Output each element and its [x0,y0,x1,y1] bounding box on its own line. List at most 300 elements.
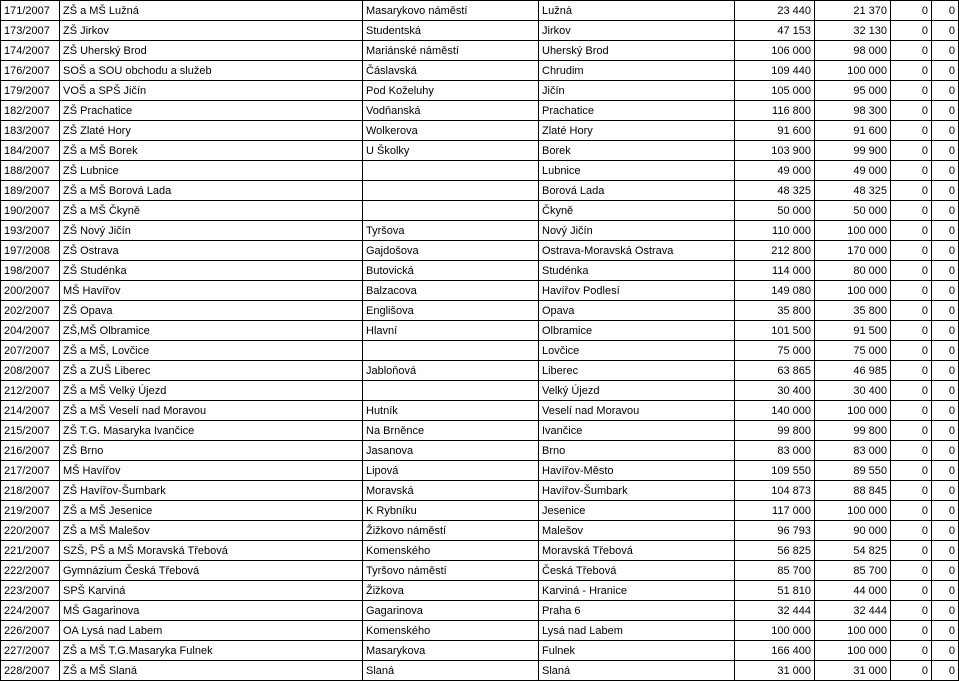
cell-street: Komenského [363,621,539,641]
cell-granted-amount: 32 130 [815,21,891,41]
cell-street: Masarykovo náměstí [363,1,539,21]
table-row [1,461,959,481]
cell-value-a: 0 [891,301,932,321]
cell-value-a: 0 [891,361,932,381]
cell-street: Lipová [363,461,539,481]
cell-school-name: ZŠ Studénka [60,261,363,281]
cell-reference-number: 193/2007 [1,221,60,241]
cell-school-name: ZŠ a MŠ Lužná [60,1,363,21]
cell-value-a: 0 [891,441,932,461]
cell-value-b: 0 [932,101,959,121]
cell-requested-amount: 109 440 [735,61,815,81]
cell-granted-amount: 30 400 [815,381,891,401]
cell-school-name: ZŠ a MŠ Slaná [60,661,363,681]
cell-granted-amount: 46 985 [815,361,891,381]
cell-town: Čkyně [539,201,735,221]
table-row [1,401,959,421]
cell-school-name: ZŠ a MŠ Čkyně [60,201,363,221]
table-row [1,101,959,121]
cell-requested-amount: 100 000 [735,621,815,641]
cell-value-b: 0 [932,241,959,261]
table-row [1,1,959,21]
cell-school-name: ZŠ Jirkov [60,21,363,41]
cell-town: Veselí nad Moravou [539,401,735,421]
cell-street: Žižkova [363,581,539,601]
cell-reference-number: 176/2007 [1,61,60,81]
cell-school-name: SZŠ, PŠ a MŠ Moravská Třebová [60,541,363,561]
cell-town: Borová Lada [539,181,735,201]
cell-school-name: ZŠ Ostrava [60,241,363,261]
table-row [1,661,959,681]
cell-value-b: 0 [932,61,959,81]
cell-street: Gagarinova [363,601,539,621]
cell-reference-number: 202/2007 [1,301,60,321]
table-row [1,441,959,461]
cell-town: Jičín [539,81,735,101]
cell-value-a: 0 [891,581,932,601]
cell-town: Moravská Třebová [539,541,735,561]
cell-school-name: ZŠ Uherský Brod [60,41,363,61]
cell-granted-amount: 100 000 [815,61,891,81]
cell-school-name: ZŠ Prachatice [60,101,363,121]
cell-value-a: 0 [891,481,932,501]
cell-value-b: 0 [932,341,959,361]
cell-reference-number: 190/2007 [1,201,60,221]
cell-reference-number: 183/2007 [1,121,60,141]
cell-granted-amount: 98 300 [815,101,891,121]
cell-requested-amount: 32 444 [735,601,815,621]
cell-town: Velký Újezd [539,381,735,401]
cell-value-b: 0 [932,561,959,581]
cell-granted-amount: 100 000 [815,401,891,421]
cell-town: Borek [539,141,735,161]
cell-requested-amount: 56 825 [735,541,815,561]
cell-town: Havířov Podlesí [539,281,735,301]
cell-reference-number: 171/2007 [1,1,60,21]
cell-requested-amount: 116 800 [735,101,815,121]
cell-town: Uherský Brod [539,41,735,61]
cell-town: Liberec [539,361,735,381]
cell-town: Ostrava-Moravská Ostrava [539,241,735,261]
cell-reference-number: 198/2007 [1,261,60,281]
cell-value-a: 0 [891,241,932,261]
cell-town: Zlaté Hory [539,121,735,141]
cell-reference-number: 228/2007 [1,661,60,681]
cell-town: Havířov-Šumbark [539,481,735,501]
table-row [1,561,959,581]
cell-requested-amount: 47 153 [735,21,815,41]
cell-reference-number: 220/2007 [1,521,60,541]
cell-requested-amount: 109 550 [735,461,815,481]
cell-school-name: ZŠ a MŠ, Lovčice [60,341,363,361]
cell-reference-number: 216/2007 [1,441,60,461]
cell-value-b: 0 [932,461,959,481]
cell-reference-number: 221/2007 [1,541,60,561]
cell-reference-number: 173/2007 [1,21,60,41]
cell-value-b: 0 [932,1,959,21]
table-row [1,21,959,41]
cell-granted-amount: 48 325 [815,181,891,201]
cell-town: Studénka [539,261,735,281]
cell-requested-amount: 85 700 [735,561,815,581]
cell-value-a: 0 [891,641,932,661]
cell-value-a: 0 [891,661,932,681]
cell-requested-amount: 149 080 [735,281,815,301]
cell-street: Studentská [363,21,539,41]
cell-value-b: 0 [932,261,959,281]
cell-street: Balzacova [363,281,539,301]
cell-requested-amount: 49 000 [735,161,815,181]
cell-granted-amount: 91 600 [815,121,891,141]
cell-granted-amount: 21 370 [815,1,891,21]
cell-value-b: 0 [932,81,959,101]
cell-granted-amount: 99 800 [815,421,891,441]
cell-town: Lubnice [539,161,735,181]
cell-reference-number: 200/2007 [1,281,60,301]
cell-school-name: MŠ Havířov [60,461,363,481]
table-row [1,381,959,401]
cell-requested-amount: 83 000 [735,441,815,461]
cell-school-name: ZŠ a MŠ Borová Lada [60,181,363,201]
table-row [1,41,959,61]
cell-reference-number: 212/2007 [1,381,60,401]
cell-value-a: 0 [891,61,932,81]
cell-value-b: 0 [932,221,959,241]
cell-value-b: 0 [932,601,959,621]
cell-granted-amount: 95 000 [815,81,891,101]
cell-value-a: 0 [891,341,932,361]
cell-requested-amount: 50 000 [735,201,815,221]
cell-school-name: ZŠ Lubnice [60,161,363,181]
cell-value-b: 0 [932,401,959,421]
table-row [1,581,959,601]
cell-granted-amount: 83 000 [815,441,891,461]
cell-granted-amount: 100 000 [815,621,891,641]
cell-street: Hutník [363,401,539,421]
cell-town: Česká Třebová [539,561,735,581]
cell-reference-number: 208/2007 [1,361,60,381]
cell-granted-amount: 90 000 [815,521,891,541]
cell-value-a: 0 [891,461,932,481]
cell-reference-number: 222/2007 [1,561,60,581]
cell-reference-number: 217/2007 [1,461,60,481]
table-row [1,481,959,501]
cell-value-a: 0 [891,181,932,201]
table-row [1,521,959,541]
cell-school-name: OA Lysá nad Labem [60,621,363,641]
cell-value-b: 0 [932,521,959,541]
cell-value-a: 0 [891,401,932,421]
cell-street: Žižkovo náměstí [363,521,539,541]
cell-town: Jesenice [539,501,735,521]
cell-value-a: 0 [891,81,932,101]
cell-requested-amount: 75 000 [735,341,815,361]
cell-value-a: 0 [891,141,932,161]
cell-requested-amount: 30 400 [735,381,815,401]
cell-reference-number: 189/2007 [1,181,60,201]
cell-reference-number: 182/2007 [1,101,60,121]
table-body [1,1,959,681]
cell-reference-number: 224/2007 [1,601,60,621]
table-row [1,621,959,641]
cell-value-a: 0 [891,281,932,301]
cell-granted-amount: 35 800 [815,301,891,321]
table-row [1,361,959,381]
cell-granted-amount: 44 000 [815,581,891,601]
cell-requested-amount: 35 800 [735,301,815,321]
cell-value-a: 0 [891,521,932,541]
cell-granted-amount: 31 000 [815,661,891,681]
cell-requested-amount: 91 600 [735,121,815,141]
table-row [1,121,959,141]
cell-street: Pod Koželuhy [363,81,539,101]
cell-town: Chrudim [539,61,735,81]
cell-value-a: 0 [891,221,932,241]
cell-granted-amount: 50 000 [815,201,891,221]
cell-granted-amount: 89 550 [815,461,891,481]
table-row [1,61,959,81]
table-row [1,221,959,241]
cell-granted-amount: 49 000 [815,161,891,181]
cell-value-b: 0 [932,281,959,301]
cell-town: Karviná - Hranice [539,581,735,601]
cell-granted-amount: 170 000 [815,241,891,261]
cell-granted-amount: 98 000 [815,41,891,61]
table-row [1,341,959,361]
cell-street: Gajdošova [363,241,539,261]
cell-street: Vodňanská [363,101,539,121]
cell-requested-amount: 101 500 [735,321,815,341]
cell-value-a: 0 [891,101,932,121]
cell-granted-amount: 75 000 [815,341,891,361]
cell-town: Opava [539,301,735,321]
table-row [1,81,959,101]
cell-town: Jirkov [539,21,735,41]
cell-value-b: 0 [932,361,959,381]
cell-requested-amount: 96 793 [735,521,815,541]
cell-value-b: 0 [932,621,959,641]
cell-value-a: 0 [891,321,932,341]
cell-school-name: ZŠ a MŠ Borek [60,141,363,161]
table-row [1,261,959,281]
cell-street: Englišova [363,301,539,321]
cell-reference-number: 226/2007 [1,621,60,641]
cell-school-name: Gymnázium Česká Třebová [60,561,363,581]
cell-granted-amount: 80 000 [815,261,891,281]
cell-town: Ivančice [539,421,735,441]
table-row [1,181,959,201]
cell-street: Butovická [363,261,539,281]
cell-town: Slaná [539,661,735,681]
cell-town: Lysá nad Labem [539,621,735,641]
cell-reference-number: 215/2007 [1,421,60,441]
cell-requested-amount: 114 000 [735,261,815,281]
cell-value-a: 0 [891,561,932,581]
cell-reference-number: 188/2007 [1,161,60,181]
cell-school-name: VOŠ a SPŠ Jičín [60,81,363,101]
cell-school-name: ZŠ,MŠ Olbramice [60,321,363,341]
cell-requested-amount: 166 400 [735,641,815,661]
cell-requested-amount: 48 325 [735,181,815,201]
cell-value-a: 0 [891,541,932,561]
cell-street: Čáslavská [363,61,539,81]
cell-requested-amount: 31 000 [735,661,815,681]
cell-requested-amount: 99 800 [735,421,815,441]
cell-granted-amount: 100 000 [815,641,891,661]
cell-town: Lužná [539,1,735,21]
cell-town: Brno [539,441,735,461]
cell-street [363,341,539,361]
cell-street [363,161,539,181]
cell-school-name: MŠ Gagarinova [60,601,363,621]
cell-value-b: 0 [932,141,959,161]
cell-town: Fulnek [539,641,735,661]
cell-value-a: 0 [891,21,932,41]
cell-reference-number: 214/2007 [1,401,60,421]
cell-value-a: 0 [891,621,932,641]
cell-school-name: ZŠ Zlaté Hory [60,121,363,141]
cell-reference-number: 204/2007 [1,321,60,341]
cell-requested-amount: 117 000 [735,501,815,521]
cell-value-b: 0 [932,541,959,561]
cell-requested-amount: 140 000 [735,401,815,421]
table-row [1,201,959,221]
cell-street: Hlavní [363,321,539,341]
table-row [1,421,959,441]
table-row [1,241,959,261]
cell-school-name: ZŠ Opava [60,301,363,321]
table-row [1,601,959,621]
cell-school-name: SPŠ Karviná [60,581,363,601]
cell-street: Jasanova [363,441,539,461]
cell-school-name: ZŠ Nový Jičín [60,221,363,241]
cell-value-b: 0 [932,301,959,321]
cell-street: Komenského [363,541,539,561]
cell-reference-number: 223/2007 [1,581,60,601]
cell-value-b: 0 [932,481,959,501]
cell-value-a: 0 [891,381,932,401]
cell-value-b: 0 [932,661,959,681]
cell-street: Jabloňová [363,361,539,381]
cell-street [363,381,539,401]
cell-street: Na Brněnce [363,421,539,441]
cell-value-a: 0 [891,41,932,61]
cell-value-b: 0 [932,41,959,61]
cell-value-a: 0 [891,1,932,21]
cell-street: K Rybníku [363,501,539,521]
cell-requested-amount: 104 873 [735,481,815,501]
cell-street: Slaná [363,661,539,681]
table-row [1,301,959,321]
cell-value-b: 0 [932,161,959,181]
cell-value-a: 0 [891,121,932,141]
cell-value-a: 0 [891,261,932,281]
cell-value-b: 0 [932,121,959,141]
cell-granted-amount: 100 000 [815,221,891,241]
cell-value-b: 0 [932,321,959,341]
cell-value-a: 0 [891,201,932,221]
cell-requested-amount: 110 000 [735,221,815,241]
cell-reference-number: 184/2007 [1,141,60,161]
cell-requested-amount: 63 865 [735,361,815,381]
table-row [1,321,959,341]
table-row [1,501,959,521]
cell-school-name: ZŠ a ZUŠ Liberec [60,361,363,381]
cell-granted-amount: 100 000 [815,281,891,301]
cell-value-b: 0 [932,581,959,601]
cell-requested-amount: 23 440 [735,1,815,21]
cell-value-b: 0 [932,421,959,441]
cell-value-b: 0 [932,201,959,221]
cell-street: Tyršova [363,221,539,241]
cell-town: Olbramice [539,321,735,341]
cell-granted-amount: 91 500 [815,321,891,341]
cell-requested-amount: 103 900 [735,141,815,161]
cell-granted-amount: 85 700 [815,561,891,581]
cell-reference-number: 197/2008 [1,241,60,261]
cell-value-b: 0 [932,381,959,401]
cell-street: Tyršovo náměstí [363,561,539,581]
table-row [1,141,959,161]
cell-granted-amount: 54 825 [815,541,891,561]
cell-school-name: MŠ Havířov [60,281,363,301]
cell-reference-number: 174/2007 [1,41,60,61]
cell-town: Malešov [539,521,735,541]
cell-school-name: ZŠ a MŠ Malešov [60,521,363,541]
cell-value-b: 0 [932,181,959,201]
cell-requested-amount: 51 810 [735,581,815,601]
cell-town: Havířov-Město [539,461,735,481]
cell-requested-amount: 212 800 [735,241,815,261]
cell-granted-amount: 99 900 [815,141,891,161]
cell-value-b: 0 [932,441,959,461]
cell-street: U Školky [363,141,539,161]
cell-value-a: 0 [891,501,932,521]
cell-street: Wolkerova [363,121,539,141]
cell-school-name: ZŠ a MŠ Jesenice [60,501,363,521]
cell-street [363,181,539,201]
cell-value-b: 0 [932,501,959,521]
cell-requested-amount: 105 000 [735,81,815,101]
cell-school-name: ZŠ Havířov-Šumbark [60,481,363,501]
cell-town: Lovčice [539,341,735,361]
cell-granted-amount: 32 444 [815,601,891,621]
cell-town: Prachatice [539,101,735,121]
cell-reference-number: 218/2007 [1,481,60,501]
cell-town: Nový Jičín [539,221,735,241]
cell-reference-number: 207/2007 [1,341,60,361]
cell-reference-number: 219/2007 [1,501,60,521]
cell-street: Moravská [363,481,539,501]
cell-school-name: ZŠ Brno [60,441,363,461]
cell-school-name: ZŠ a MŠ Velký Újezd [60,381,363,401]
table-row [1,281,959,301]
cell-value-a: 0 [891,421,932,441]
cell-street: Masarykova [363,641,539,661]
cell-value-b: 0 [932,641,959,661]
cell-reference-number: 179/2007 [1,81,60,101]
cell-requested-amount: 106 000 [735,41,815,61]
table-row [1,641,959,661]
cell-school-name: SOŠ a SOU obchodu a služeb [60,61,363,81]
cell-granted-amount: 100 000 [815,501,891,521]
cell-value-b: 0 [932,21,959,41]
cell-town: Praha 6 [539,601,735,621]
cell-reference-number: 227/2007 [1,641,60,661]
cell-granted-amount: 88 845 [815,481,891,501]
cell-value-a: 0 [891,601,932,621]
table-row [1,541,959,561]
